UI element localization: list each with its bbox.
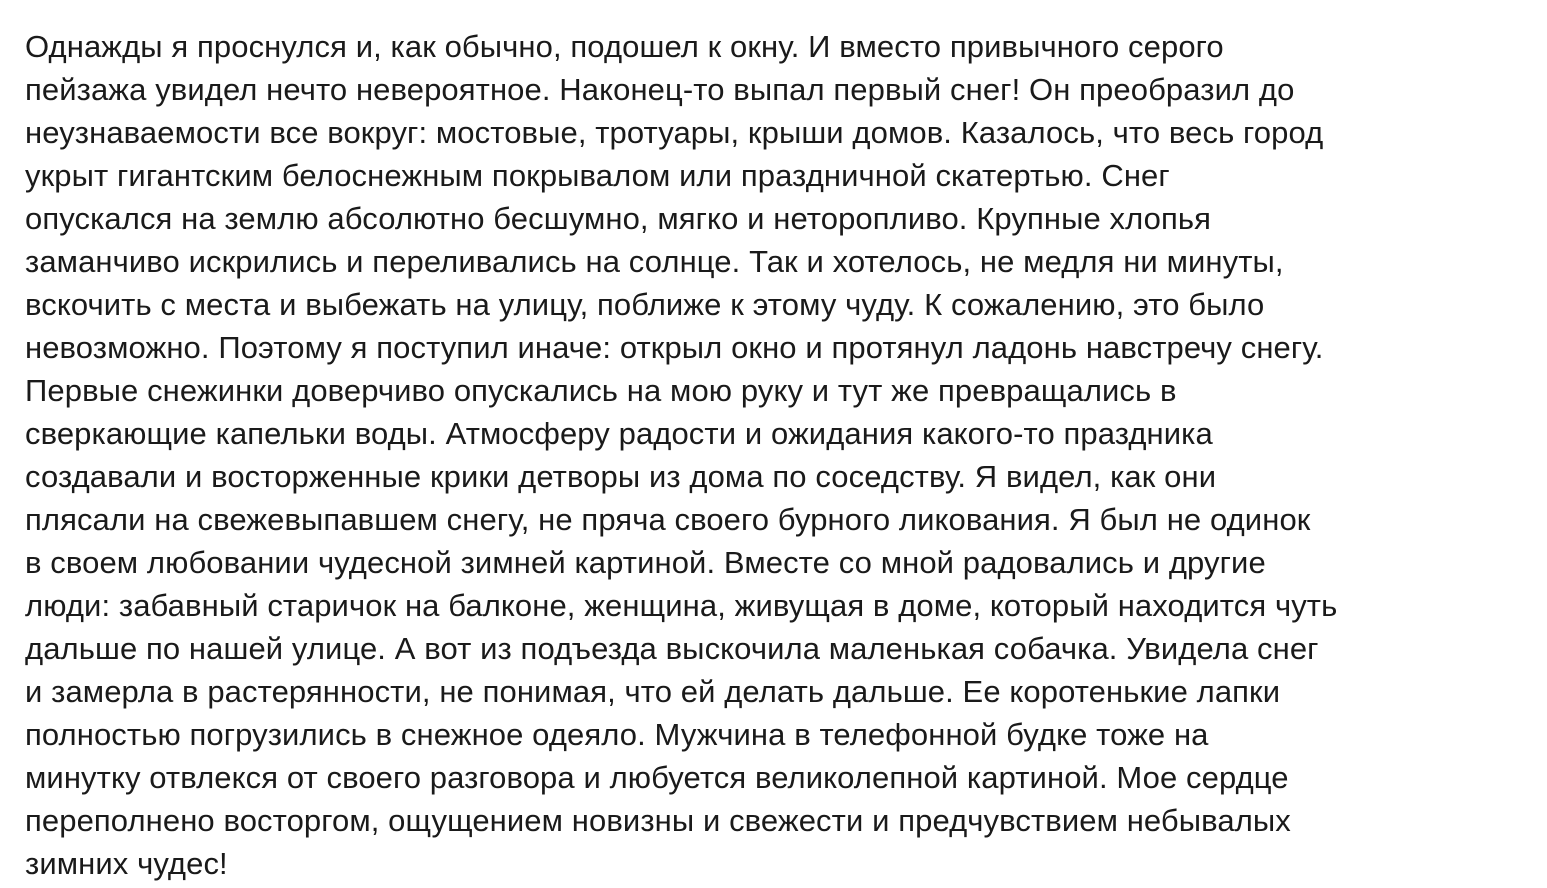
text-line: в своем любовании чудесной зимней картиной. Вместе со мной радовались и другие [25, 545, 1266, 580]
text-line: невозможно. Поэтому я поступил иначе: открыл окно и протянул ладонь навстречу снегу. [25, 330, 1324, 365]
text-line: полностью погрузились в снежное одеяло. Мужчина в телефонной будке тоже на [25, 717, 1209, 752]
text-line: пейзажа увидел нечто невероятное. Наконец-то выпал первый снег! Он преобразил до [25, 72, 1295, 107]
text-line: люди: забавный старичок на балконе, женщина, живущая в доме, который находится чуть [25, 588, 1338, 623]
text-line: и замерла в растерянности, не понимая, что ей делать дальше. Ее коротенькие лапки [25, 674, 1281, 709]
text-line: сверкающие капельки воды. Атмосферу радости и ожидания какого-то праздника [25, 416, 1213, 451]
text-line: создавали и восторженные крики детворы из дома по соседству. Я видел, как они [25, 459, 1217, 494]
text-line: переполнено восторгом, ощущением новизны и свежести и предчувствием небывалых [25, 803, 1291, 838]
text-line: дальше по нашей улице. А вот из подъезда выскочила маленькая собачка. Увидела снег [25, 631, 1319, 666]
text-line: вскочить с места и выбежать на улицу, поближе к этому чуду. К сожалению, это было [25, 287, 1265, 322]
text-line: Первые снежинки доверчиво опускались на мою руку и тут же превращались в [25, 373, 1177, 408]
text-line: зимних чудес! [25, 846, 228, 881]
text-line: неузнаваемости все вокруг: мостовые, тротуары, крыши домов. Казалось, что весь город [25, 115, 1324, 150]
text-line: опускался на землю абсолютно бесшумно, мягко и неторопливо. Крупные хлопья [25, 201, 1212, 236]
text-line: заманчиво искрились и переливались на солнце. Так и хотелось, не медля ни минуты, [25, 244, 1284, 279]
text-line: укрыт гигантским белоснежным покрывалом или праздничной скатертью. Снег [25, 158, 1170, 193]
text-line: плясали на свежевыпавшем снегу, не пряча своего бурного ликования. Я был не одинок [25, 502, 1311, 537]
essay-text [25, 25, 1540, 885]
text-line: Однажды я проснулся и, как обычно, подошел к окну. И вместо привычного серого [25, 29, 1224, 64]
text-line: минутку отвлекся от своего разговора и любуется великолепной картиной. Мое сердце [25, 760, 1289, 795]
